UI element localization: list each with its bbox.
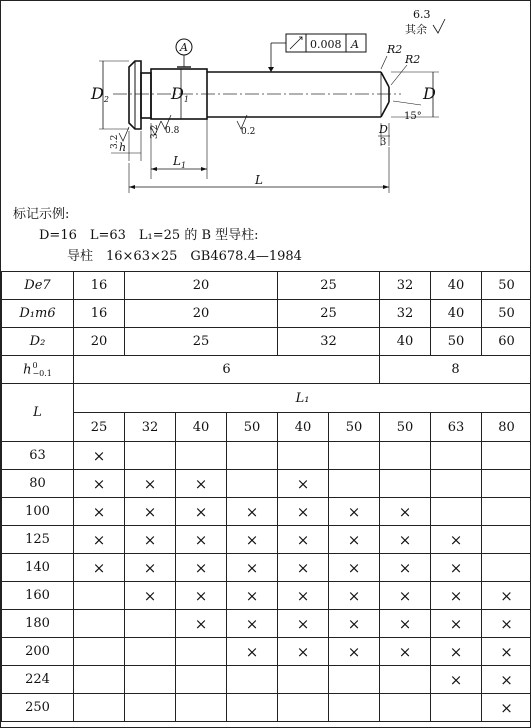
table-row	[2, 356, 531, 384]
svg-text:3.2: 3.2	[110, 134, 120, 149]
table-cell	[482, 526, 531, 554]
table-cell: 60	[482, 328, 531, 356]
svg-text:0.2: 0.2	[241, 127, 256, 137]
availability-mark: ×	[227, 526, 278, 554]
availability-mark: ×	[74, 442, 125, 470]
svg-text:其余: 其余	[405, 23, 427, 36]
availability-mark: ×	[227, 554, 278, 582]
availability-mark: ×	[380, 610, 431, 638]
table-cell: 16	[74, 300, 125, 328]
availability-mark: ×	[431, 582, 482, 610]
table-cell: 25	[278, 272, 380, 300]
column-header: 50	[329, 413, 380, 442]
availability-mark: ×	[329, 498, 380, 526]
table-cell: 50	[482, 300, 531, 328]
row-header: 200	[2, 638, 74, 666]
svg-text:R2: R2	[387, 43, 403, 56]
table-cell: 25	[125, 328, 278, 356]
availability-mark: ×	[431, 638, 482, 666]
availability-mark: ×	[278, 554, 329, 582]
availability-mark: ×	[278, 526, 329, 554]
table-cell	[74, 666, 125, 694]
svg-text:L: L	[255, 173, 263, 187]
availability-mark: ×	[227, 638, 278, 666]
svg-text:6.3: 6.3	[413, 8, 431, 21]
availability-mark: ×	[278, 582, 329, 610]
svg-text:D2: D2	[91, 84, 109, 104]
table-cell	[227, 470, 278, 498]
availability-mark: ×	[329, 610, 380, 638]
table-cell: 32	[380, 272, 431, 300]
table-cell	[431, 442, 482, 470]
table-cell	[125, 442, 176, 470]
table-cell	[329, 694, 380, 722]
column-header: 40	[176, 413, 227, 442]
availability-mark: ×	[329, 526, 380, 554]
table-cell	[125, 610, 176, 638]
availability-mark: ×	[176, 526, 227, 554]
table-cell: 40	[431, 300, 482, 328]
table-row	[2, 694, 531, 722]
table-cell	[431, 498, 482, 526]
availability-mark: ×	[125, 498, 176, 526]
table-cell: 20	[125, 300, 278, 328]
availability-mark: ×	[329, 554, 380, 582]
availability-mark: ×	[176, 554, 227, 582]
availability-mark: ×	[380, 554, 431, 582]
table-cell	[278, 694, 329, 722]
availability-mark: ×	[278, 498, 329, 526]
table-row	[2, 413, 531, 442]
availability-mark: ×	[176, 610, 227, 638]
table-cell	[227, 442, 278, 470]
table-row	[2, 554, 531, 582]
availability-mark: ×	[380, 498, 431, 526]
table-cell	[329, 470, 380, 498]
table-row	[2, 328, 531, 356]
table-cell	[380, 666, 431, 694]
table-row	[2, 610, 531, 638]
column-header: 40	[278, 413, 329, 442]
marking-example	[13, 204, 302, 267]
availability-mark: ×	[74, 554, 125, 582]
table-cell: 16	[74, 272, 125, 300]
availability-mark: ×	[431, 610, 482, 638]
table-cell	[329, 442, 380, 470]
dimension-table	[1, 271, 531, 722]
table-cell: 25	[278, 300, 380, 328]
availability-mark: ×	[329, 582, 380, 610]
availability-mark: ×	[125, 470, 176, 498]
table-cell	[74, 610, 125, 638]
table-cell	[74, 638, 125, 666]
table-cell	[278, 442, 329, 470]
availability-mark: ×	[74, 498, 125, 526]
column-header: 32	[125, 413, 176, 442]
table-cell	[125, 638, 176, 666]
table-cell: 40	[380, 328, 431, 356]
availability-mark: ×	[278, 610, 329, 638]
svg-text:3.2: 3.2	[150, 124, 160, 139]
availability-mark: ×	[431, 666, 482, 694]
table-cell: 20	[74, 328, 125, 356]
row-header: L	[2, 384, 74, 442]
availability-mark: ×	[278, 470, 329, 498]
row-header: 250	[2, 694, 74, 722]
svg-text:R2: R2	[405, 53, 421, 66]
availability-mark: ×	[431, 554, 482, 582]
table-cell: 50	[482, 272, 531, 300]
column-header: 80	[482, 413, 531, 442]
table-cell	[176, 694, 227, 722]
table-row	[2, 442, 531, 470]
table-cell	[482, 470, 531, 498]
availability-mark: ×	[482, 582, 531, 610]
availability-mark: ×	[482, 638, 531, 666]
row-header: h 0 −0.1	[2, 356, 74, 384]
table-cell	[380, 442, 431, 470]
column-header: 63	[431, 413, 482, 442]
availability-mark: ×	[227, 498, 278, 526]
availability-mark: ×	[329, 638, 380, 666]
svg-text:D: D	[423, 84, 436, 103]
row-header: D₂	[2, 328, 74, 356]
table-row	[2, 526, 531, 554]
table-cell: 32	[278, 328, 380, 356]
marking-example-line-1: D=16 L=63 L₁=25 的 B 型导柱:	[39, 228, 259, 243]
table-cell	[74, 694, 125, 722]
availability-mark: ×	[176, 582, 227, 610]
availability-mark: ×	[482, 694, 531, 722]
column-header: 50	[227, 413, 278, 442]
row-header: D₁m6	[2, 300, 74, 328]
availability-mark: ×	[227, 582, 278, 610]
column-header: 25	[74, 413, 125, 442]
table-cell	[380, 694, 431, 722]
svg-text:15°: 15°	[404, 111, 422, 122]
svg-text:3: 3	[380, 137, 387, 148]
table-cell	[125, 694, 176, 722]
row-header: 160	[2, 582, 74, 610]
table-row	[2, 638, 531, 666]
marking-example-title: 标记示例:	[13, 207, 70, 222]
row-header: 125	[2, 526, 74, 554]
availability-mark: ×	[380, 638, 431, 666]
table-row	[2, 582, 531, 610]
availability-mark: ×	[278, 638, 329, 666]
availability-mark: ×	[176, 470, 227, 498]
availability-mark: ×	[227, 610, 278, 638]
table-cell	[482, 498, 531, 526]
table-cell: 50	[431, 328, 482, 356]
row-header: 63	[2, 442, 74, 470]
availability-mark: ×	[380, 526, 431, 554]
table-cell	[482, 554, 531, 582]
table-cell: 40	[431, 272, 482, 300]
table-cell	[176, 666, 227, 694]
availability-mark: ×	[125, 582, 176, 610]
table-cell	[431, 470, 482, 498]
table-cell	[176, 638, 227, 666]
availability-mark: ×	[380, 582, 431, 610]
table-cell: 8	[380, 356, 531, 384]
row-header: 224	[2, 666, 74, 694]
row-header: 80	[2, 470, 74, 498]
table-cell	[227, 694, 278, 722]
svg-text:D1: D1	[171, 84, 189, 104]
table-cell	[482, 442, 531, 470]
row-header: De7	[2, 272, 74, 300]
column-header: 50	[380, 413, 431, 442]
svg-text:D: D	[379, 123, 388, 136]
table-cell: 20	[125, 272, 278, 300]
svg-text:A: A	[180, 41, 188, 54]
table-cell: 32	[380, 300, 431, 328]
table-row	[2, 300, 531, 328]
table-row	[2, 384, 531, 413]
availability-mark: ×	[74, 526, 125, 554]
guide-pillar-drawing	[1, 1, 530, 201]
svg-text:A: A	[351, 38, 359, 51]
availability-mark: ×	[482, 610, 531, 638]
table-cell	[278, 666, 329, 694]
svg-text:h: h	[119, 141, 127, 154]
table-cell: 6	[74, 356, 380, 384]
availability-mark: ×	[125, 526, 176, 554]
table-cell	[431, 694, 482, 722]
availability-mark: ×	[482, 666, 531, 694]
table-cell	[74, 582, 125, 610]
table-row	[2, 272, 531, 300]
row-header: 140	[2, 554, 74, 582]
column-header: L₁	[74, 384, 531, 413]
svg-text:0.8: 0.8	[165, 126, 180, 136]
availability-mark: ×	[176, 498, 227, 526]
availability-mark: ×	[431, 526, 482, 554]
table-row	[2, 666, 531, 694]
table-row	[2, 470, 531, 498]
table-cell	[380, 470, 431, 498]
svg-text:0.008: 0.008	[310, 38, 342, 51]
availability-mark: ×	[125, 554, 176, 582]
svg-text:L1: $L_1$	[173, 154, 187, 170]
marking-example-line-2: 导柱 16×63×25 GB4678.4—1984	[67, 249, 302, 264]
table-cell	[329, 666, 380, 694]
row-header: 100	[2, 498, 74, 526]
table-cell	[125, 666, 176, 694]
table-cell	[176, 442, 227, 470]
availability-mark: ×	[74, 470, 125, 498]
row-header: 180	[2, 610, 74, 638]
table-cell	[227, 666, 278, 694]
table-row	[2, 498, 531, 526]
